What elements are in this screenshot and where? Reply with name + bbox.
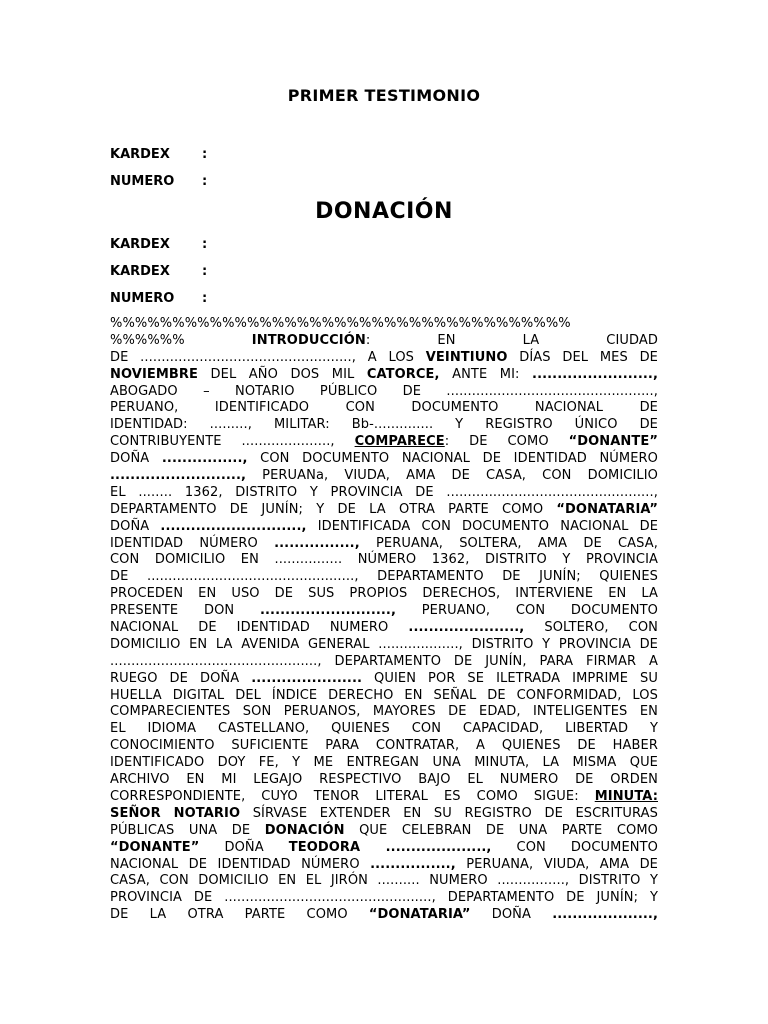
kardex-field (110, 236, 207, 254)
bold-text: ................, (274, 535, 360, 551)
field-label: NUMERO (110, 174, 175, 189)
bold-text: DONACIÓN (264, 822, 345, 838)
body-line (110, 789, 658, 806)
body-line (110, 417, 658, 434)
field-colon: : (202, 147, 208, 162)
bold-text: ...................... (251, 670, 363, 686)
bold-text: “DONATARIA” (556, 501, 658, 517)
body-line (110, 603, 658, 620)
body-text-run: IDENTIDAD: ........., MILITAR: Bb-.............. Y REGISTRO ÚNICO DE (110, 417, 658, 433)
document-heading: DONACIÓN (315, 199, 453, 224)
bold-text: .........................., (110, 468, 247, 484)
body-text-run: CON DOCUMENTO (491, 839, 658, 855)
body-line (110, 823, 658, 840)
bold-text: ................, (161, 451, 248, 467)
body-text-run: CON DOMICILIO EN ................ NÚMERO 1362, DISTRITO Y PROVINCIA (110, 552, 658, 568)
body-line (110, 316, 658, 333)
bold-text: COMPARECE (354, 434, 445, 450)
body-line (110, 637, 658, 654)
body-text-run: EL IDIOMA CASTELLANO, QUIENES CON CAPACIDAD, LIBERTAD Y (110, 721, 658, 737)
body-line (110, 536, 658, 553)
document-title: PRIMER TESTIMONIO (287, 86, 481, 105)
body-text-run: ABOGADO – NOTARIO PÚBLICO DE ................................................., (110, 383, 658, 399)
body-text-run: DEL AÑO DOS MIL (198, 366, 367, 382)
body-text-run: IDENTIDAD NÚMERO (110, 535, 275, 551)
body-text-run: PERUANa, VIUDA, AMA DE CASA, CON DOMICILIO (246, 468, 658, 484)
body-line (110, 654, 658, 671)
body-text-run: PERUANO, CON DOCUMENTO (396, 603, 658, 619)
body-text-run: CASA, CON DOMICILIO EN EL JIRÓN .......... NUMERO ................, DISTRITO Y (110, 873, 658, 889)
body-text-run: RUEGO DE DOÑA (110, 670, 252, 686)
bold-text: TEODORA ...................., (288, 839, 492, 855)
field-colon: : (202, 237, 208, 252)
field-label: KARDEX (110, 264, 170, 279)
body-line (110, 502, 658, 519)
field-label: KARDEX (110, 147, 170, 162)
body-text-run: PERUANA, SOLTERA, AMA DE CASA, (359, 535, 658, 551)
body-text-run: DOMICILIO EN LA AVENIDA GENERAL ..................., DISTRITO Y PROVINCIA DE (110, 636, 658, 652)
body-text-run: DOÑA (110, 518, 161, 534)
body-text-run: DE .................................................., A LOS (110, 349, 426, 365)
body-line (110, 519, 658, 536)
body-line (110, 333, 658, 350)
body-line (110, 840, 658, 857)
body-text-run: CONTRIBUYENTE ....................., (110, 434, 355, 450)
body-text-run: PROCEDEN EN USO DE SUS PROPIOS DERECHOS, INTERVIENE EN LA (110, 586, 658, 602)
body-text-run: COMPARECIENTES SON PERUANOS, MAYORES DE EDAD, INTELIGENTES EN (110, 704, 658, 720)
bold-text: “DONANTE” (110, 839, 200, 855)
body-text-run: CON DOCUMENTO NACIONAL DE IDENTIDAD NÚMERO (247, 451, 658, 467)
body-text-run: NACIONAL DE IDENTIDAD NUMERO (110, 620, 409, 636)
bold-text: ...................., (552, 907, 658, 923)
body-text-run (185, 333, 252, 348)
body-text-run: PERUANA, VIUDA, AMA DE (455, 856, 658, 872)
body-line (110, 400, 658, 417)
body-text-run: IDENTIFICADA CON DOCUMENTO NACIONAL DE (306, 518, 659, 534)
body-text-run: DE LA OTRA PARTE COMO (110, 907, 369, 923)
body-text-run: SOLTERO, CON (524, 620, 658, 636)
body-text-run: DOÑA (199, 839, 289, 855)
bold-text: .........................., (259, 603, 397, 619)
bold-text: MINUTA: (594, 788, 658, 804)
body-text-run: %%%%%%%%%%%%%%%%%%%%%%%%%%%%%%%%%%%%% (110, 316, 571, 331)
field-label: KARDEX (110, 237, 170, 252)
body-text-run: DEPARTAMENTO DE JUNÍN; Y DE LA OTRA PARTE COMO (110, 501, 557, 517)
body-text-run: QUE CELEBRAN DE UNA PARTE COMO (344, 822, 658, 838)
body-line (110, 806, 658, 823)
body-line (110, 755, 658, 772)
body-line (110, 620, 658, 637)
body-line (110, 586, 658, 603)
body-text-run: CONOCIMIENTO SUFICIENTE PARA CONTRATAR, A QUIENES DE HABER (110, 738, 658, 754)
body-line (110, 569, 658, 586)
bold-text: VEINTIUNO (425, 349, 508, 365)
body-text-run: PÚBLICAS UNA DE (110, 822, 265, 838)
body-line (110, 772, 658, 789)
kardex-field (110, 263, 207, 281)
body-line (110, 704, 658, 721)
body-line (110, 485, 658, 502)
body-line (110, 738, 658, 755)
body-text-run: PERUANO, IDENTIFICADO CON DOCUMENTO NACIONAL DE (110, 400, 658, 416)
body-text-run: DOÑA (470, 907, 553, 923)
body-line (110, 451, 658, 468)
body-text-run: ................................................., DEPARTAMENTO DE JUNÍN, PARA FIRMAR A (110, 653, 658, 669)
kardex-field (110, 146, 207, 164)
body-line (110, 468, 658, 485)
body-text-run: PRESENTE DON (110, 603, 260, 619)
body-text-run: CORRESPONDIENTE, CUYO TENOR LITERAL ES COMO SIGUE: (110, 788, 595, 804)
body-line (110, 350, 658, 367)
field-label: NUMERO (110, 291, 175, 306)
bold-text: “DONANTE” (568, 434, 658, 450)
document-body (110, 316, 658, 924)
bold-text: ............................, (160, 518, 307, 534)
body-line (110, 721, 658, 738)
body-line (110, 671, 658, 688)
body-text-run: DÍAS DEL MES DE (507, 349, 658, 365)
body-line (110, 857, 658, 874)
body-text-run: ARCHIVO EN MI LEGAJO RESPECTIVO BAJO EL NUMERO DE ORDEN (110, 772, 658, 788)
body-line (110, 907, 658, 924)
numero-field (110, 290, 207, 308)
body-text-run: SÍRVASE EXTENDER EN SU REGISTRO DE ESCRITURAS (240, 805, 658, 821)
bold-text: CATORCE, (366, 366, 440, 382)
bold-text: ........................, (532, 366, 658, 382)
body-text-run: DOÑA (110, 451, 162, 467)
bold-text: ......................, (408, 620, 525, 636)
body-text-run: IDENTIFICADO DOY FE, Y ME ENTREGAN UNA MINUTA, LA MISMA QUE (110, 755, 658, 771)
body-line (110, 367, 658, 384)
body-line (110, 384, 658, 401)
body-text-run: PROVINCIA DE ................................................., DEPARTAMENTO DE JUNÍN; Y (110, 890, 658, 906)
bold-text: SEÑOR NOTARIO (110, 805, 241, 821)
bold-text: NOVIEMBRE (110, 366, 198, 382)
body-text-run: ANTE MI: (439, 366, 533, 382)
body-line (110, 688, 658, 705)
field-colon: : (202, 291, 208, 306)
body-text-run: HUELLA DIGITAL DEL ÍNDICE DERECHO EN SEÑAL DE CONFORMIDAD, LOS (110, 687, 658, 703)
body-line (110, 890, 658, 907)
body-text-run: NACIONAL DE IDENTIDAD NÚMERO (110, 856, 371, 872)
field-colon: : (202, 174, 208, 189)
body-text-run: QUIEN POR SE ILETRADA IMPRIME SU (362, 670, 658, 686)
body-text-run: %%%%%% (110, 332, 185, 348)
body-text-run: EL ........ 1362, DISTRITO Y PROVINCIA DE ................................................., (110, 484, 658, 500)
body-line (110, 552, 658, 569)
bold-text: “DONATARIA” (368, 907, 471, 923)
body-line (110, 434, 658, 451)
body-text-run: : EN LA CIUDAD (365, 332, 659, 348)
body-line (110, 873, 658, 890)
field-colon: : (202, 264, 208, 279)
numero-field (110, 173, 207, 191)
bold-text: ................, (370, 856, 456, 872)
body-text-run: : DE COMO (444, 434, 569, 450)
body-text-run: DE ................................................., DEPARTAMENTO DE JUNÍN; QUIENES (110, 569, 658, 585)
bold-text: INTRODUCCIÓN (251, 332, 366, 348)
